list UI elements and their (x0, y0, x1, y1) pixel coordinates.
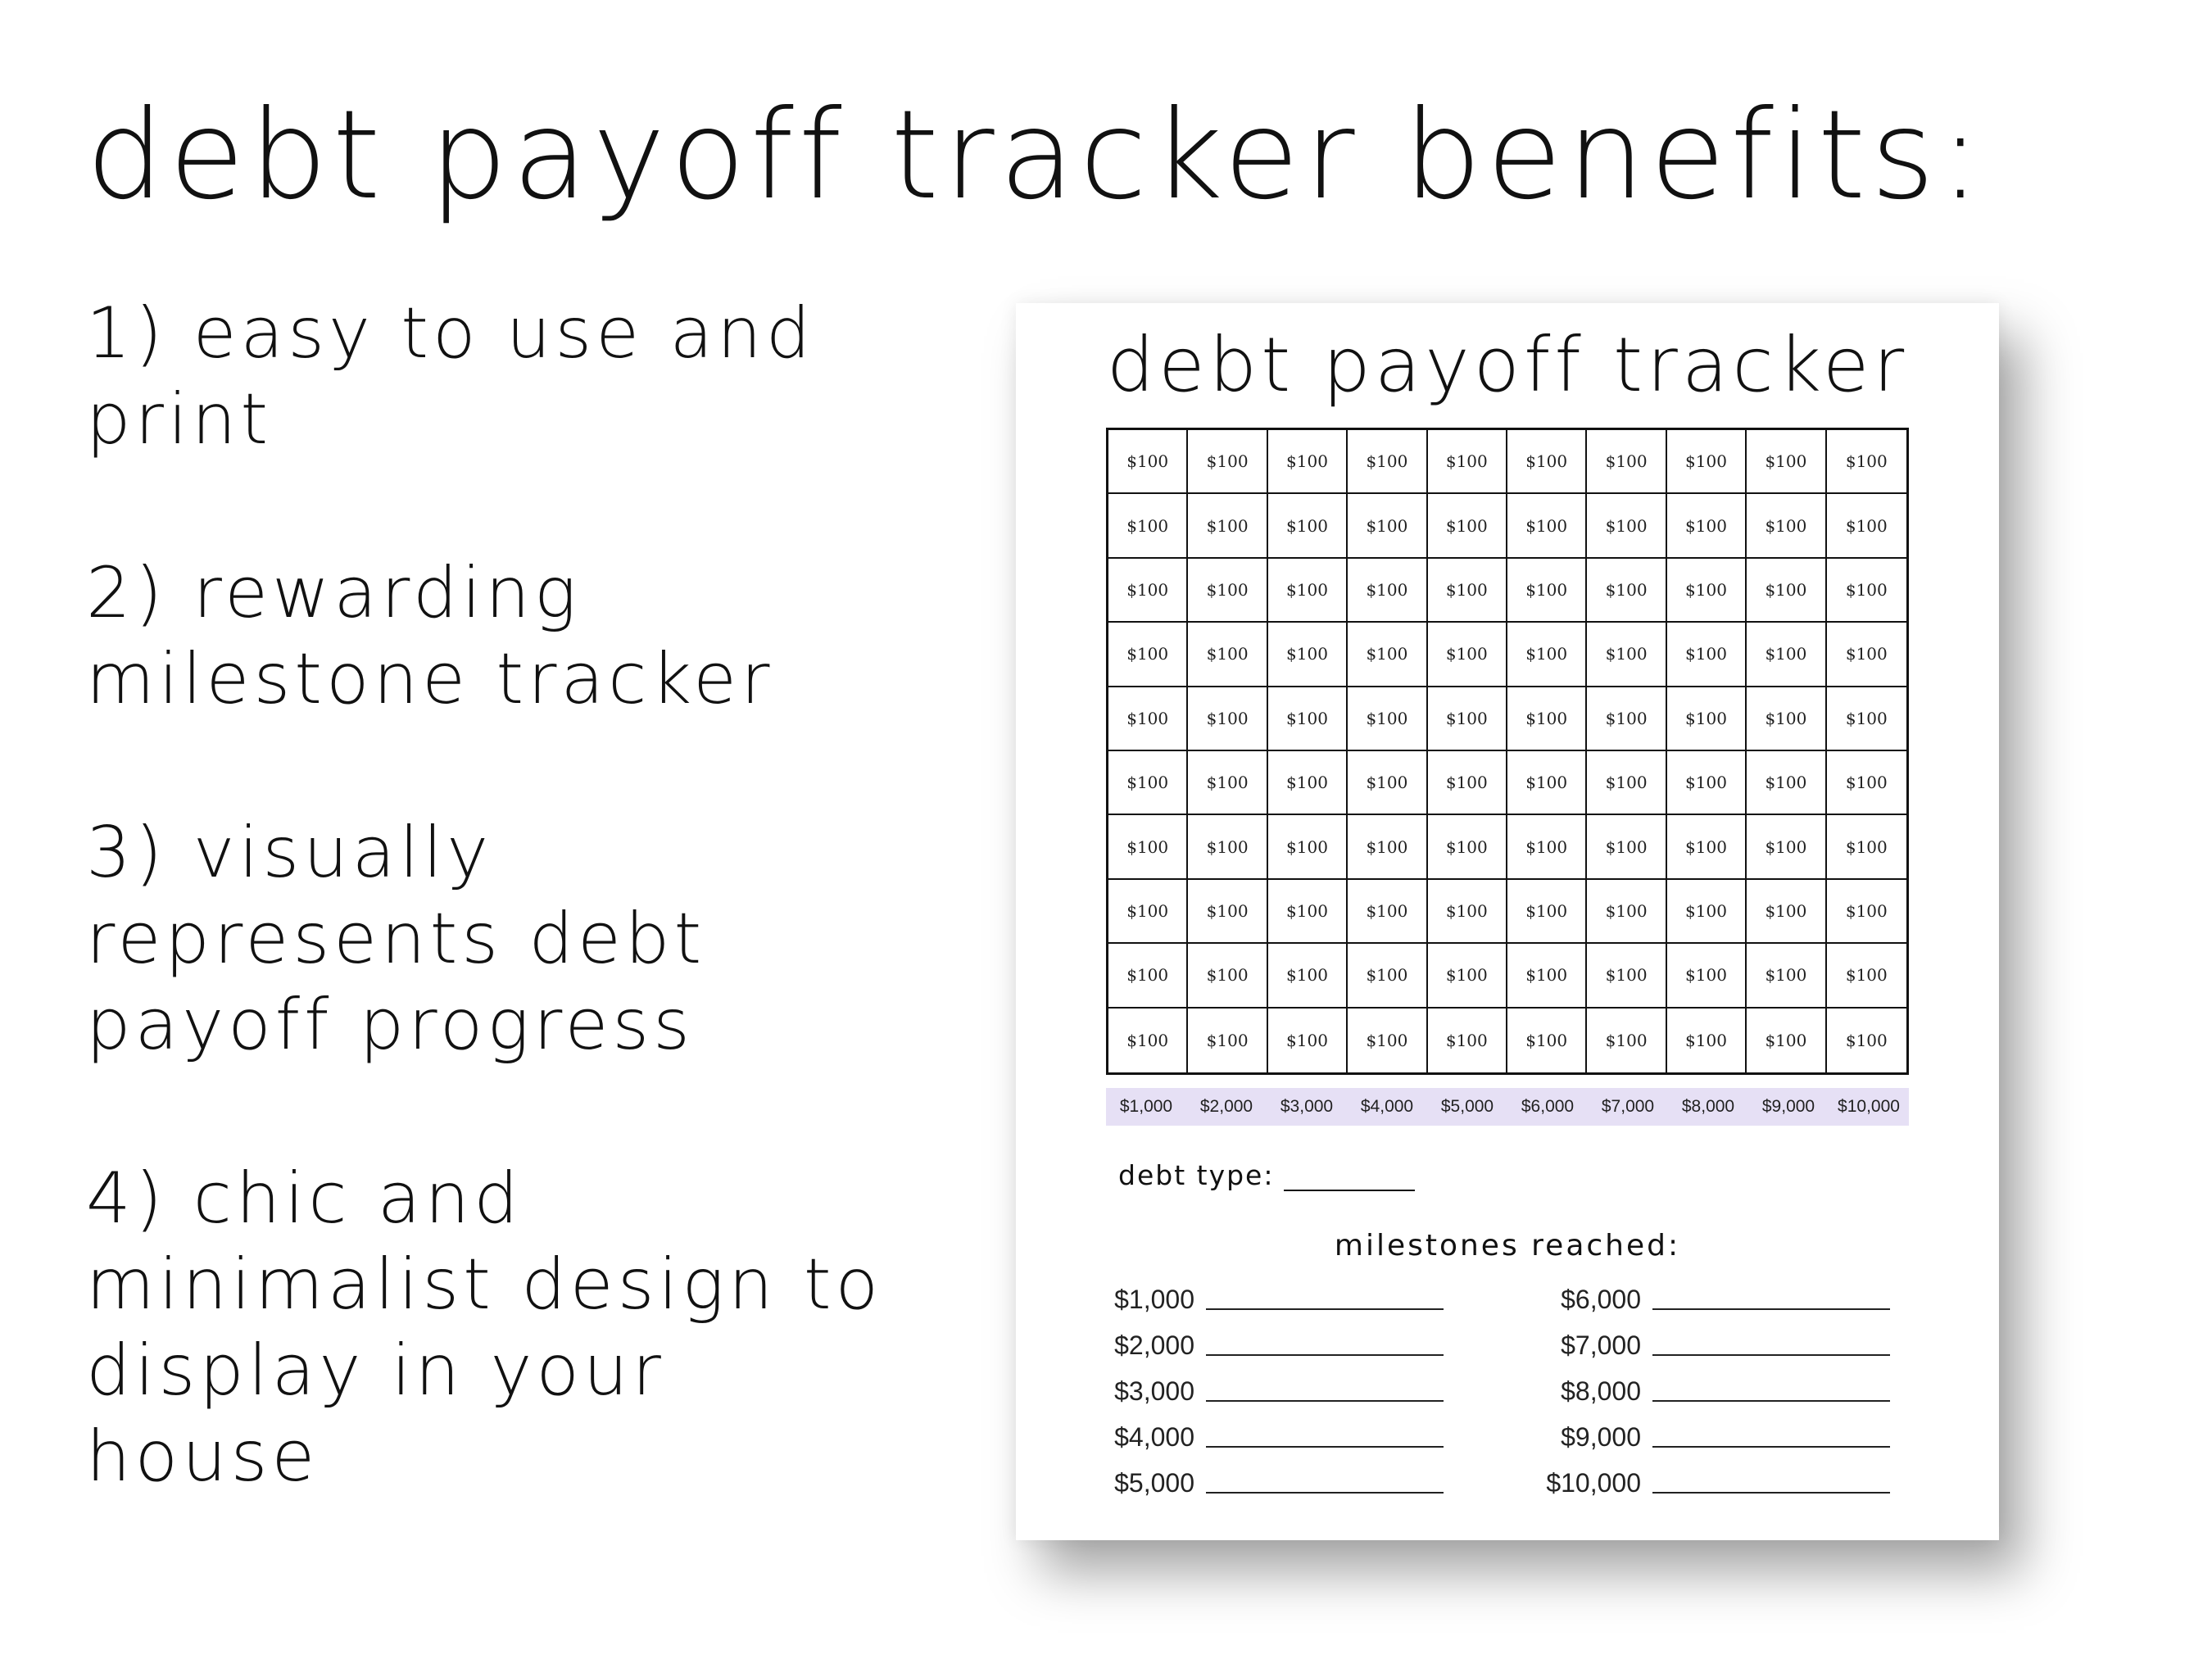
total-label: $1,000 (1119, 1097, 1173, 1116)
milestone-amount: $10,000 (1546, 1468, 1641, 1498)
milestone-row (1098, 1366, 1458, 1412)
grid-cell: $100 (1348, 751, 1427, 815)
grid-cell: $100 (1747, 751, 1826, 815)
grid-cell: $100 (1747, 559, 1826, 623)
grid-cell: $100 (1268, 815, 1348, 879)
grid-cell: $100 (1667, 880, 1747, 944)
grid-cell: $100 (1827, 880, 1906, 944)
grid-cell: $100 (1428, 559, 1507, 623)
grid-cell: $100 (1108, 494, 1188, 558)
grid-cell: $100 (1188, 623, 1267, 687)
grid-cell: $100 (1428, 944, 1507, 1008)
benefit-item: 2) rewarding milestone tracker (86, 552, 774, 720)
grid-cell: $100 (1587, 687, 1666, 751)
grid-cell: $100 (1108, 815, 1188, 879)
payoff-grid (1106, 428, 1909, 1075)
grid-cell: $100 (1268, 494, 1348, 558)
milestone-amount: $2,000 (1114, 1330, 1194, 1360)
grid-cell: $100 (1507, 494, 1587, 558)
grid-cell: $100 (1667, 751, 1747, 815)
grid-cell: $100 (1587, 623, 1666, 687)
grid-cell: $100 (1188, 944, 1267, 1008)
milestone-row (1544, 1274, 1905, 1320)
grid-cell: $100 (1587, 559, 1666, 623)
grid-cell: $100 (1827, 944, 1906, 1008)
grid-cell: $100 (1428, 430, 1507, 494)
grid-cell: $100 (1507, 815, 1587, 879)
grid-cell: $100 (1348, 494, 1427, 558)
grid-cell: $100 (1507, 944, 1587, 1008)
benefits-list (86, 291, 905, 1588)
milestone-blank-line (1652, 1484, 1890, 1494)
headline: debt payoff tracker benefits: (86, 84, 1987, 227)
grid-cell: $100 (1188, 559, 1267, 623)
milestone-amount: $5,000 (1114, 1468, 1194, 1498)
grid-cell: $100 (1108, 559, 1188, 623)
grid-cell: $100 (1268, 623, 1348, 687)
milestone-blank-line (1652, 1438, 1890, 1448)
milestone-blank-line (1652, 1392, 1890, 1402)
milestone-row (1544, 1457, 1905, 1503)
grid-cell: $100 (1587, 880, 1666, 944)
grid-cell: $100 (1268, 1009, 1348, 1072)
grid-cell: $100 (1428, 1009, 1507, 1072)
grid-cell: $100 (1667, 494, 1747, 558)
tracker-sheet-preview (1016, 303, 1999, 1540)
milestone-row (1098, 1412, 1458, 1457)
grid-cell: $100 (1587, 751, 1666, 815)
grid-cell: $100 (1827, 430, 1906, 494)
grid-cell: $100 (1747, 623, 1826, 687)
grid-cell: $100 (1507, 623, 1587, 687)
grid-cell: $100 (1268, 944, 1348, 1008)
grid-cell: $100 (1348, 687, 1427, 751)
milestone-blank-line (1206, 1300, 1444, 1310)
milestone-amount: $6,000 (1561, 1285, 1641, 1314)
grid-cell: $100 (1348, 559, 1427, 623)
milestone-row (1098, 1320, 1458, 1366)
grid-cell: $100 (1188, 751, 1267, 815)
grid-cell: $100 (1428, 815, 1507, 879)
grid-cell: $100 (1108, 880, 1188, 944)
milestone-row (1544, 1320, 1905, 1366)
grid-cell: $100 (1428, 751, 1507, 815)
grid-cell: $100 (1587, 430, 1666, 494)
debt-type-field (1118, 1159, 1415, 1191)
grid-cell: $100 (1667, 687, 1747, 751)
milestone-amount: $1,000 (1114, 1285, 1194, 1314)
milestone-row (1098, 1274, 1458, 1320)
grid-cell: $100 (1587, 944, 1666, 1008)
grid-cell: $100 (1587, 1009, 1666, 1072)
debt-type-label: debt type: (1118, 1159, 1275, 1191)
grid-cell: $100 (1667, 430, 1747, 494)
grid-cell: $100 (1747, 687, 1826, 751)
grid-cell: $100 (1747, 944, 1826, 1008)
milestone-blank-line (1652, 1346, 1890, 1356)
grid-cell: $100 (1108, 623, 1188, 687)
total-label: $3,000 (1280, 1097, 1334, 1116)
grid-cell: $100 (1507, 880, 1587, 944)
grid-cell: $100 (1188, 430, 1267, 494)
grid-cell: $100 (1747, 494, 1826, 558)
grid-cell: $100 (1845, 1030, 1888, 1050)
milestones-column-right (1544, 1274, 1905, 1503)
grid-cell: $100 (1188, 880, 1267, 944)
total-label: $6,000 (1521, 1097, 1575, 1116)
grid-cell: $100 (1747, 880, 1826, 944)
milestone-amount: $3,000 (1114, 1376, 1194, 1406)
grid-cell: $100 (1747, 815, 1826, 879)
grid-cell: $100 (1428, 687, 1507, 751)
total-label: $5,000 (1440, 1097, 1494, 1116)
grid-cell: $100 (1507, 1009, 1587, 1072)
grid-cell: $100 (1108, 944, 1188, 1008)
milestone-amount: $8,000 (1561, 1376, 1641, 1406)
grid-cell: $100 (1827, 623, 1906, 687)
grid-cell: $100 (1507, 559, 1587, 623)
milestones-title: milestones reached: (1334, 1229, 1681, 1262)
grid-cell: $100 (1827, 687, 1906, 751)
total-label: $2,000 (1199, 1097, 1253, 1116)
grid-cell: $100 (1188, 494, 1267, 558)
grid-cell: $100 (1188, 1009, 1267, 1072)
grid-cell: $100 (1667, 623, 1747, 687)
grid-cell: $100 (1108, 751, 1188, 815)
milestone-amount: $9,000 (1561, 1422, 1641, 1452)
milestones-column-left (1098, 1274, 1458, 1503)
grid-cell: $100 (1747, 1009, 1826, 1072)
milestone-blank-line (1652, 1300, 1890, 1310)
total-label: $7,000 (1601, 1097, 1655, 1116)
sheet-title: debt payoff tracker (1106, 321, 1909, 409)
total-label: $8,000 (1681, 1097, 1735, 1116)
milestone-row (1544, 1412, 1905, 1457)
grid-cell: $100 (1428, 623, 1507, 687)
grid-cell: $100 (1507, 687, 1587, 751)
grid-cell: $100 (1507, 430, 1587, 494)
milestone-row (1544, 1366, 1905, 1412)
grid-cell: $100 (1667, 559, 1747, 623)
grid-cell: $100 (1507, 751, 1587, 815)
grid-cell: $100 (1188, 687, 1267, 751)
grid-cell: $100 (1667, 1009, 1747, 1072)
milestone-amount: $4,000 (1114, 1422, 1194, 1452)
total-label: $9,000 (1761, 1097, 1815, 1116)
grid-cell: $100 (1587, 494, 1666, 558)
grid-cell: $100 (1348, 430, 1427, 494)
grid-cell: $100 (1827, 559, 1906, 623)
grid-cell: $100 (1188, 815, 1267, 879)
grid-cell: $100 (1348, 623, 1427, 687)
grid-cell: $100 (1348, 880, 1427, 944)
grid-cell: $100 (1108, 687, 1188, 751)
grid-cell: $100 (1108, 430, 1188, 494)
benefit-item: 3) visually represents debt payoff progress (86, 812, 706, 1066)
total-label: $10,000 (1838, 1097, 1900, 1116)
grid-cell: $100 (1747, 430, 1826, 494)
benefit-item: 1) easy to use and print (86, 292, 815, 460)
grid-cell: $100 (1348, 944, 1427, 1008)
grid-cell: $100 (1268, 687, 1348, 751)
grid-cell: $100 (1268, 751, 1348, 815)
grid-cell: $100 (1348, 815, 1427, 879)
milestone-blank-line (1206, 1346, 1444, 1356)
grid-cell: $100 (1428, 880, 1507, 944)
cumulative-totals-row (1106, 1088, 1909, 1126)
grid-cell: $100 (1268, 559, 1348, 623)
total-label: $4,000 (1360, 1097, 1414, 1116)
grid-cell: $100 (1587, 815, 1666, 879)
milestone-blank-line (1206, 1438, 1444, 1448)
milestone-blank-line (1206, 1484, 1444, 1494)
grid-cell: $100 (1827, 751, 1906, 815)
grid-cell: $100 (1827, 494, 1906, 558)
milestone-amount: $7,000 (1561, 1330, 1641, 1360)
milestone-row (1098, 1457, 1458, 1503)
benefit-item: 4) chic and minimalist design to display in your house (86, 1158, 883, 1498)
grid-cell: $100 (1108, 1009, 1188, 1072)
debt-type-blank-line (1284, 1165, 1415, 1191)
grid-cell: $100 (1667, 815, 1747, 879)
grid-cell: $100 (1667, 944, 1747, 1008)
grid-cell: $100 (1268, 880, 1348, 944)
grid-cell: $100 (1348, 1009, 1427, 1072)
grid-cell: $100 (1827, 815, 1906, 879)
grid-cell: $100 (1428, 494, 1507, 558)
grid-cell: $100 (1268, 430, 1348, 494)
milestone-blank-line (1206, 1392, 1444, 1402)
